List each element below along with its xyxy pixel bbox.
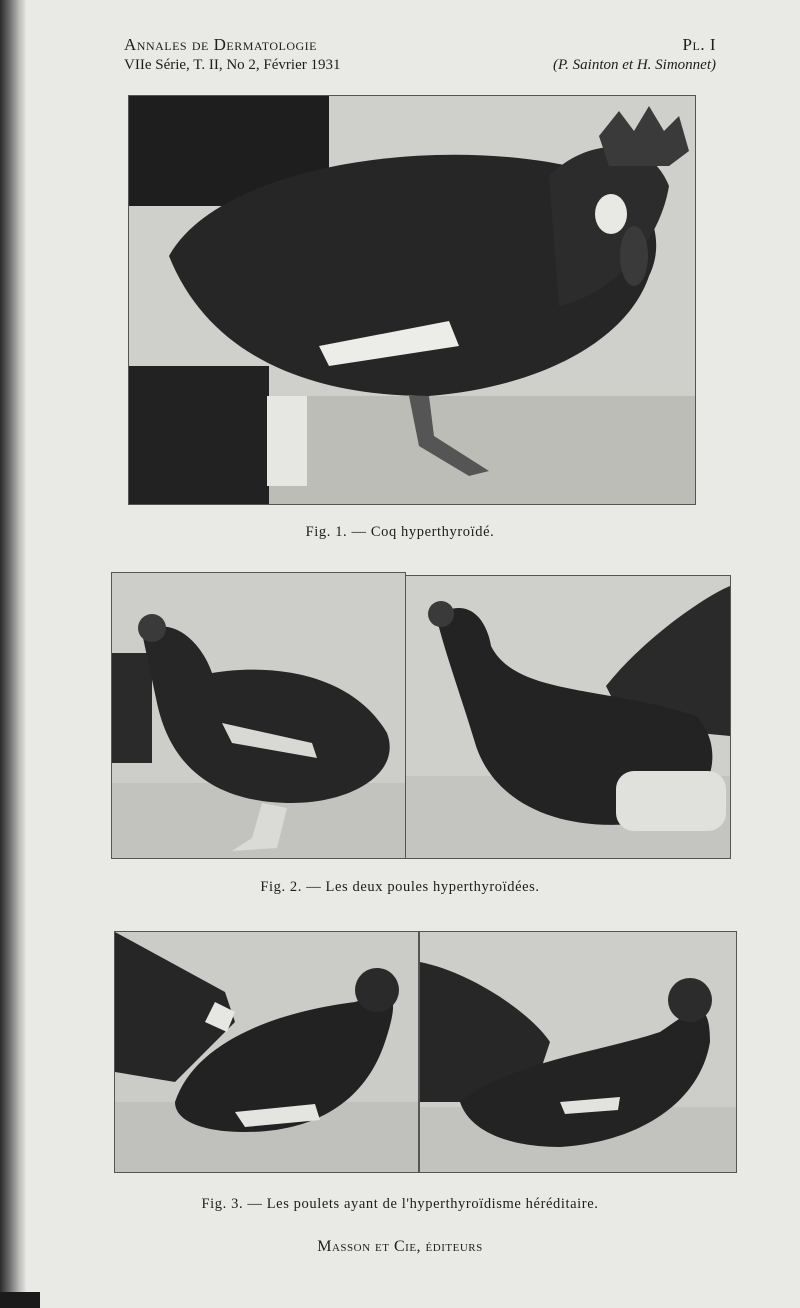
publisher-footer	[0, 1238, 800, 1256]
book-spine-shadow	[0, 0, 26, 1308]
publisher-name: Masson et Cie, éditeurs	[317, 1238, 483, 1255]
figure-3-photo-left	[114, 931, 419, 1173]
figure-3-caption: Fig. 3. — Les poulets ayant de l'hyperthyroïdisme héréditaire.	[201, 1196, 599, 1212]
hen-right-image	[406, 576, 730, 858]
plate-number: Pl. I	[682, 35, 716, 54]
figure-3-photo-right	[419, 931, 737, 1173]
hen-left-image	[112, 573, 405, 858]
chick-right-image	[420, 932, 736, 1172]
journal-issue: VIIe Série, T. II, No 2, Février 1931	[124, 57, 341, 73]
chick-left-image	[115, 932, 418, 1172]
rooster-image	[129, 96, 695, 504]
journal-header	[124, 34, 340, 76]
figure-2-caption: Fig. 2. — Les deux poules hyperthyroïdées.	[260, 879, 540, 895]
journal-title: Annales de Dermatologie	[124, 35, 317, 54]
figure-2-photo-left	[111, 572, 406, 859]
figure-1-caption: Fig. 1. — Coq hyperthyroïdé.	[305, 524, 495, 540]
page-corner-shadow	[0, 1292, 40, 1308]
figure-1-photo	[128, 95, 696, 505]
plate-header	[553, 34, 716, 76]
plate-authors: (P. Sainton et H. Simonnet)	[552, 57, 716, 73]
figure-2-photo-right	[405, 575, 731, 859]
